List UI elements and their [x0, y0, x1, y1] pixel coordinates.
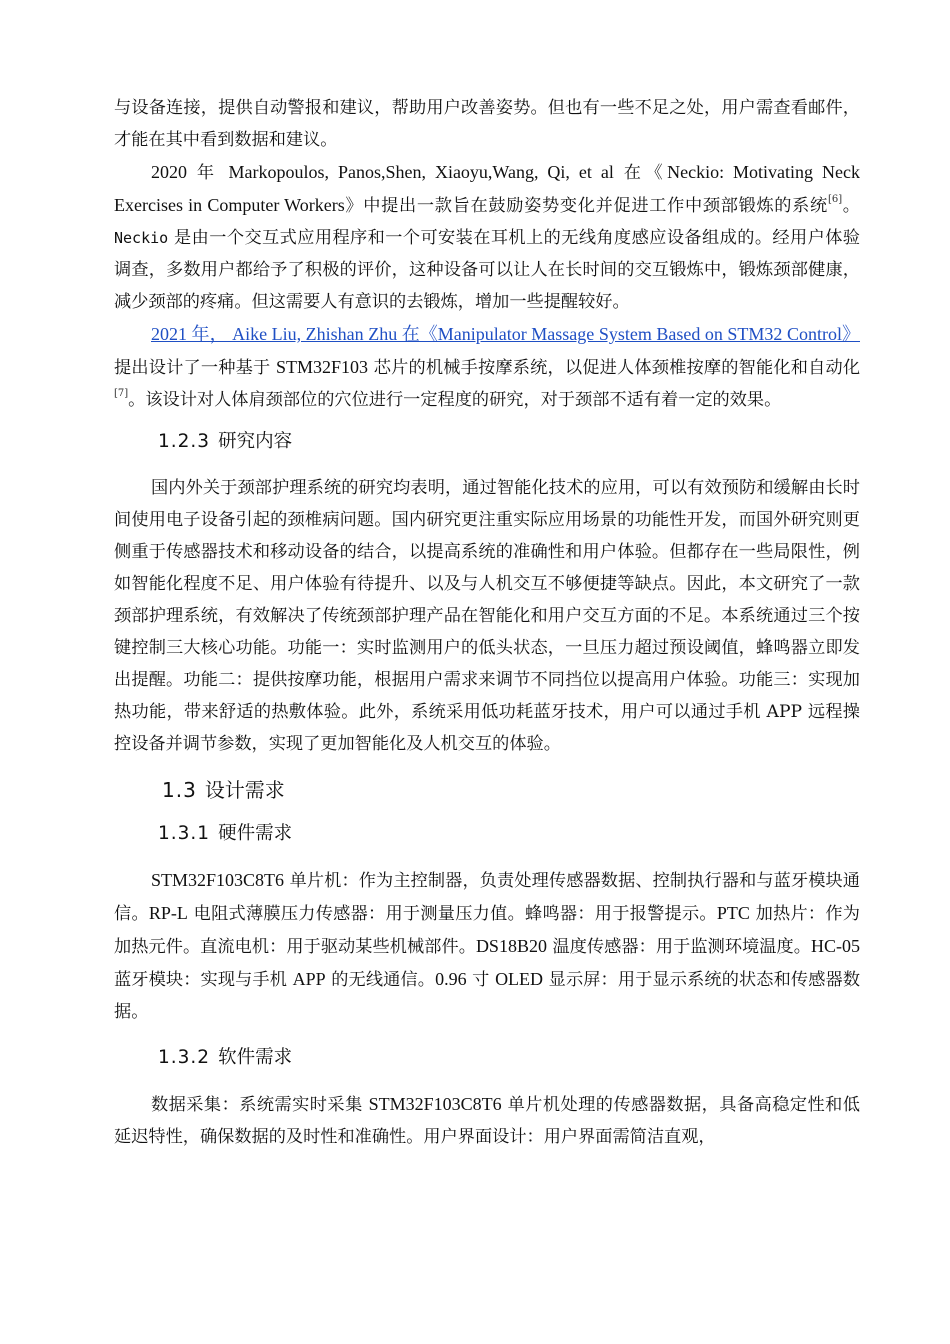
citation-ref[interactable]: [7] — [114, 388, 129, 400]
component-name: 0.96 — [435, 969, 467, 989]
text-span: 提出设计了一种基于 — [114, 358, 277, 378]
paragraph-hardware — [114, 864, 860, 1028]
component-name: OLED — [495, 969, 544, 989]
text-span: 单片机：作为主控制器，负责处理传感器数据、控制执行器和与蓝牙模块通信。 — [114, 871, 860, 924]
paragraph-continuation — [114, 92, 860, 156]
heading-1-3-1 — [158, 818, 860, 850]
component-name: STM32F103C8T6 — [151, 870, 285, 890]
year-text: 2020 — [151, 162, 187, 182]
heading-number: 1.3.1 — [158, 823, 211, 844]
text-span: 。 — [842, 196, 860, 216]
text-span: 蓝牙模块：实现与手机 — [114, 970, 293, 990]
text-span: 显示屏：用于显示系统的状态和传感器数据。 — [114, 970, 861, 1022]
text-span: 数据采集：系统需实时采集 — [151, 1095, 369, 1115]
text-span: 温度传感器：用于监测环境温度。 — [546, 937, 811, 957]
paragraph-text: 与设备连接，提供自动警报和建议，帮助用户改善姿势。但也有一些不足之处，用户需查看邮件，才能在其中看到数据和建议。 — [114, 98, 860, 150]
heading-1-3 — [162, 774, 860, 806]
paragraph-manipulator — [114, 318, 860, 416]
paper-title: Neckio: Motivating Neck Exercises in Computer Workers — [114, 162, 860, 215]
heading-1-2-3 — [158, 426, 860, 458]
paragraph-research-content — [114, 472, 860, 760]
document-page — [114, 92, 860, 1153]
heading-text: 设计需求 — [204, 778, 285, 802]
component-name: HC-05 — [811, 936, 860, 956]
authors-text: Markopoulos, Panos,Shen, Xiaoyu,Wang, Qi, et al — [228, 162, 614, 182]
component-name: DS18B20 — [475, 936, 547, 956]
text-span: 年 — [187, 163, 229, 183]
heading-number: 1.3 — [162, 778, 197, 802]
component-name: APP — [292, 969, 326, 989]
text-span: 》中提出一款旨在鼓励姿势变化并促进工作中颈部锻炼的系统 — [344, 196, 828, 216]
text-span: 。该设计对人体肩颈部位的穴位进行一定程度的研究，对于颈部不适有着一定的效果。 — [128, 390, 782, 410]
text-span: 芯片的机械手按摩系统，以促进人体颈椎按摩的智能化和自动化 — [368, 358, 861, 378]
neckio-term: Neckio — [114, 229, 169, 247]
chip-name: STM32F103 — [276, 357, 369, 377]
heading-text: 软件需求 — [218, 1047, 293, 1068]
citation-ref[interactable]: [6] — [827, 194, 843, 206]
chip-name: STM32F103C8T6 — [368, 1094, 502, 1114]
heading-number: 1.3.2 — [158, 1047, 211, 1068]
text-span: 在《 — [613, 163, 668, 183]
heading-1-3-2 — [158, 1042, 860, 1074]
heading-text: 研究内容 — [218, 431, 293, 452]
component-name: PTC — [716, 903, 750, 923]
text-span: 寸 — [466, 970, 496, 990]
heading-text: 硬件需求 — [218, 823, 293, 844]
paragraph-software — [114, 1088, 860, 1153]
text-span: 加热片：作为加热元件。直流电机：用于驱动某些机械部件。 — [114, 904, 860, 957]
reference-link[interactable]: 2021 年， Aike Liu, Zhishan Zhu 在《Manipulator Massage System Based on STM32 Control》 — [151, 324, 860, 344]
text-span: 是由一个交互式应用程序和一个可安装在耳机上的无线角度感应设备组成的。经用户体验调查，多数用户都给予了积极的评价，这种设备可以让人在长时间的交互锻炼中，锻炼颈部健康，减少颈部的疼痛。但这需要人有意识的去锻炼，增加一些提醒较好。 — [114, 228, 860, 312]
paragraph-neckio — [114, 156, 860, 318]
paragraph-text: 国内外关于颈部护理系统的研究均表明，通过智能化技术的应用，可以有效预防和缓解由长时间使用电子设备引起的颈椎病问题。国内研究更注重实际应用场景的功能性开发，而国外研究则更侧重于传感器技术和移动设备的结合，以提高系统的准确性和用户体验。但都存在一些局限性，例如智能化程度不足、用户体验有待提升、以及与人机交互不够便捷等缺点。因此，本文研究了一款颈部护理系统，有效解决了传统颈部护理产品在智能化和用户交互方面的不足。本系统通过三个按键控制三大核心功能。功能一：实时监测用户的低头状态，一旦压力超过预设阈值，蜂鸣器立即发出提醒。功能二：提供按摩功能，根据用户需求来调节不同挡位以提高用户体验。功能三：实现加热功能，带来舒适的热敷体验。此外，系统采用低功耗蓝牙技术，用户可以通过手机 APP 远程操控设备并调节参数，实现了更加智能化及人机交互的体验。 — [114, 478, 860, 754]
heading-number: 1.2.3 — [158, 431, 211, 452]
text-span: 的无线通信。 — [325, 970, 436, 990]
text-span: 单片机处理的传感器数据，具备高稳定性和低延迟特性，确保数据的及时性和准确性。用户界面设计：用户界面需简洁直观， — [114, 1095, 860, 1147]
text-span: 电阻式薄膜压力传感器：用于测量压力值。蜂鸣器：用于报警提示。 — [187, 904, 717, 924]
component-name: RP-L — [148, 903, 188, 923]
